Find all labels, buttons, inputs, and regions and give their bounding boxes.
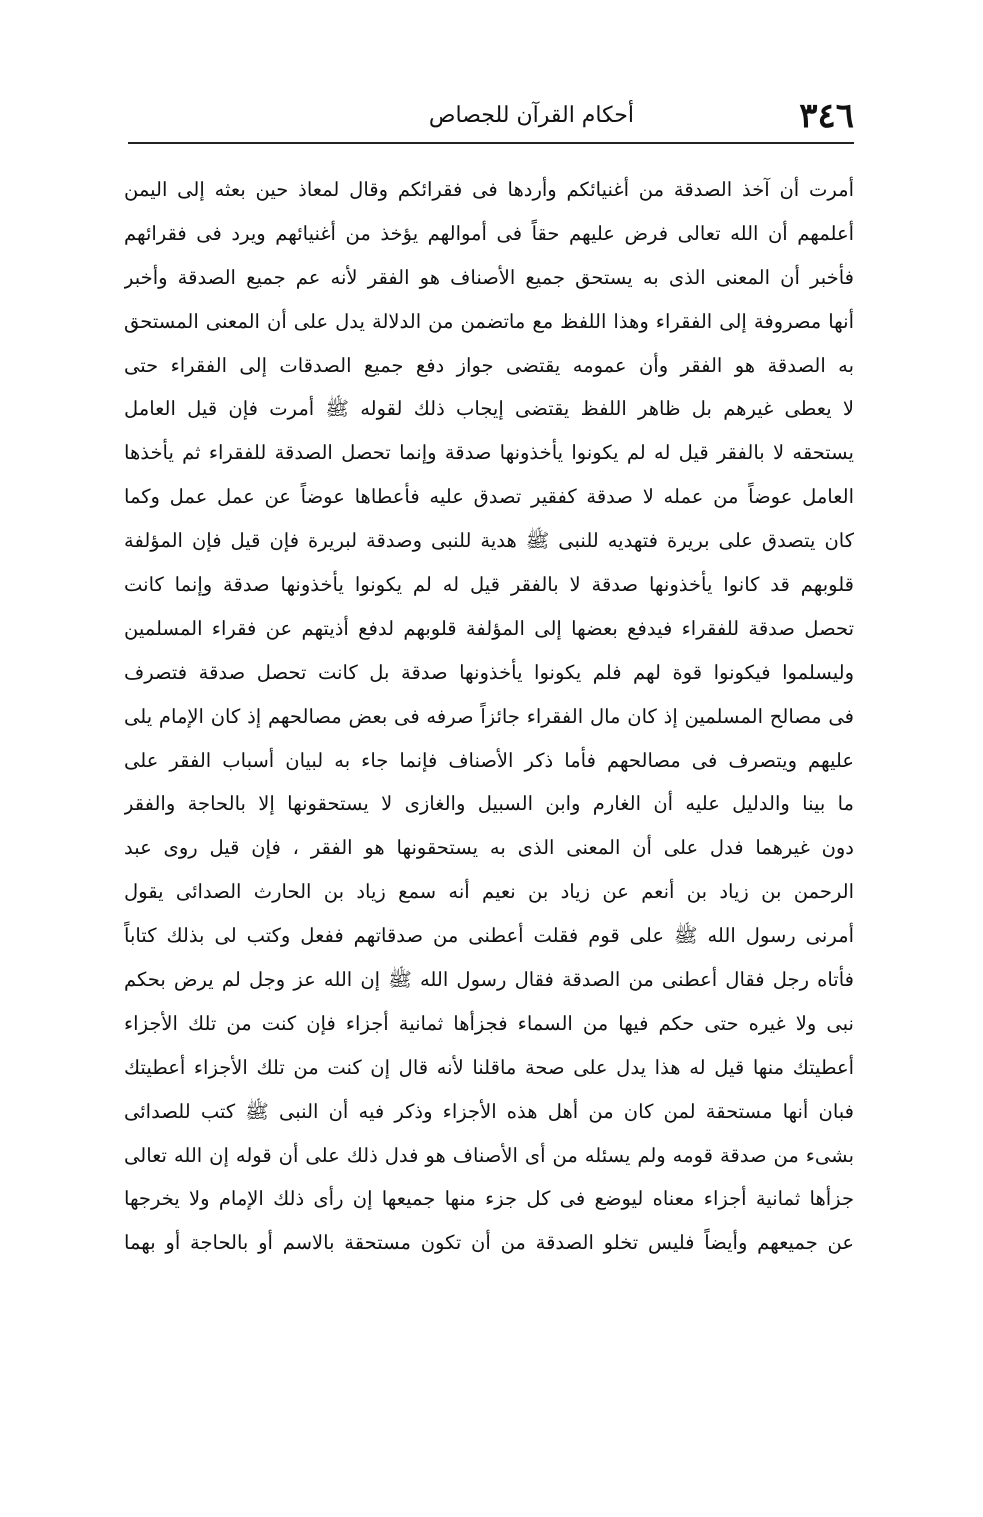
page-header bbox=[128, 92, 854, 144]
text-line: نبى ولا غيره حتى حكم فيها من السماء فجزأها ثمانية أجزاء فإن كنت من تلك الأجزاء bbox=[124, 1011, 854, 1035]
text-line: قلوبهم قد كانوا يأخذونها صدقة لا بالفقر قيل له لم يكونوا يأخذونها صدقة وإنما كانت bbox=[124, 573, 854, 597]
text-line: فأخبر أن المعنى الذى به يستحق جميع الأصناف هو الفقر لأنه عم جميع الصدقة وأخبر bbox=[124, 265, 854, 289]
text-line: فأتاه رجل فقال أعطنى من الصدقة فقال رسول الله ﷺ إن الله عز وجل لم يرض بحكم bbox=[124, 968, 854, 992]
text-line: عن جميعهم وأيضاً فليس تخلو الصدقة من أن تكون مستحقة بالاسم أو بالحاجة أو بهما bbox=[124, 1231, 854, 1255]
text-line: دون غيرهما فدل على أن المعنى الذى به يستحقونها هو الفقر ، فإن قيل روى عبد bbox=[124, 836, 854, 860]
page-number: ٣٤٦ bbox=[799, 96, 854, 136]
text-line: فى مصالح المسلمين إذ كان مال الفقراء جائزاً صرفه فى بعض مصالحهم إذ كان الإمام يلى bbox=[124, 704, 854, 728]
header-rule bbox=[128, 142, 854, 144]
text-line: الرحمن بن زياد بن أنعم عن زياد بن نعيم أنه سمع زياد بن الحارث الصدائى يقول bbox=[124, 880, 854, 904]
text-line: لا يعطى غيرهم بل ظاهر اللفظ يقتضى إيجاب ذلك لقوله ﷺ أمرت فإن قيل العامل bbox=[124, 397, 854, 421]
text-line: عليهم ويتصرف فى مصالحهم فأما ذكر الأصناف فإنما جاء به لبيان أسباب الفقر على bbox=[124, 748, 854, 772]
running-title: أحكام القرآن للجصاص bbox=[428, 103, 634, 128]
text-line: يستحقه لا بالفقر قيل له لم يكونوا يأخذونها صدقة وإنما تحصل الصدقة للفقراء ثم يأخذها bbox=[124, 441, 854, 465]
text-line: بشىء من صدقة قومه ولم يسئله من أى الأصناف هو فدل ذلك على أن قوله إن الله تعالى bbox=[124, 1143, 854, 1167]
text-line: أعطيتك منها قيل له هذا يدل على صحة ماقلنا لأنه قال إن كنت من تلك الأجزاء أعطيتك bbox=[124, 1055, 854, 1079]
text-line: ما بينا والدليل عليه أن الغارم وابن السبيل والغازى لا يستحقونها إلا بالحاجة والفقر bbox=[124, 792, 854, 816]
text-line: العامل عوضاً من عمله لا صدقة كفقير تصدق عليه فأعطاها عوضاً عن عمل عمل وكما bbox=[124, 485, 854, 509]
text-line: أنها مصروفة إلى الفقراء وهذا اللفظ مع ماتضمن من الدلالة يدل على أن المعنى المستحق bbox=[124, 309, 854, 333]
text-line: جزأها ثمانية أجزاء معناه ليوضع فى كل جزء منها جميعها إن رأى ذلك الإمام ولا يخرجها bbox=[124, 1187, 854, 1211]
text-line: أمرنى رسول الله ﷺ على قوم فقلت أعطنى من صدقاتهم ففعل وكتب لى بذلك كتاباً bbox=[124, 924, 854, 948]
text-line: أعلمهم أن الله تعالى فرض عليهم حقاً فى أموالهم يؤخذ من أغنيائهم ويرد فى فقرائهم bbox=[124, 221, 854, 245]
body-text bbox=[124, 168, 854, 1265]
text-line: فبان أنها مستحقة لمن كان من أهل هذه الأجزاء وذكر فيه أن النبى ﷺ كتب للصدائى bbox=[124, 1099, 854, 1123]
text-line: تحصل صدقة للفقراء فيدفع بعضها إلى المؤلفة قلوبهم لدفع أذيتهم عن فقراء المسلمين bbox=[124, 616, 854, 640]
text-line: كان يتصدق على بريرة فتهديه للنبى ﷺ هدية للنبى وصدقة لبريرة فإن قيل فإن المؤلفة bbox=[124, 529, 854, 553]
text-line: به الصدقة هو الفقر وأن عمومه يقتضى جواز دفع جميع الصدقات إلى الفقراء حتى bbox=[124, 353, 854, 377]
text-line: وليسلموا فيكونوا قوة لهم فلم يكونوا يأخذونها صدقة بل كانت تحصل صدقة فتصرف bbox=[124, 660, 854, 684]
text-line: أمرت أن آخذ الصدقة من أغنيائكم وأردها فى فقرائكم وقال لمعاذ حين بعثه إلى اليمن bbox=[124, 178, 854, 201]
